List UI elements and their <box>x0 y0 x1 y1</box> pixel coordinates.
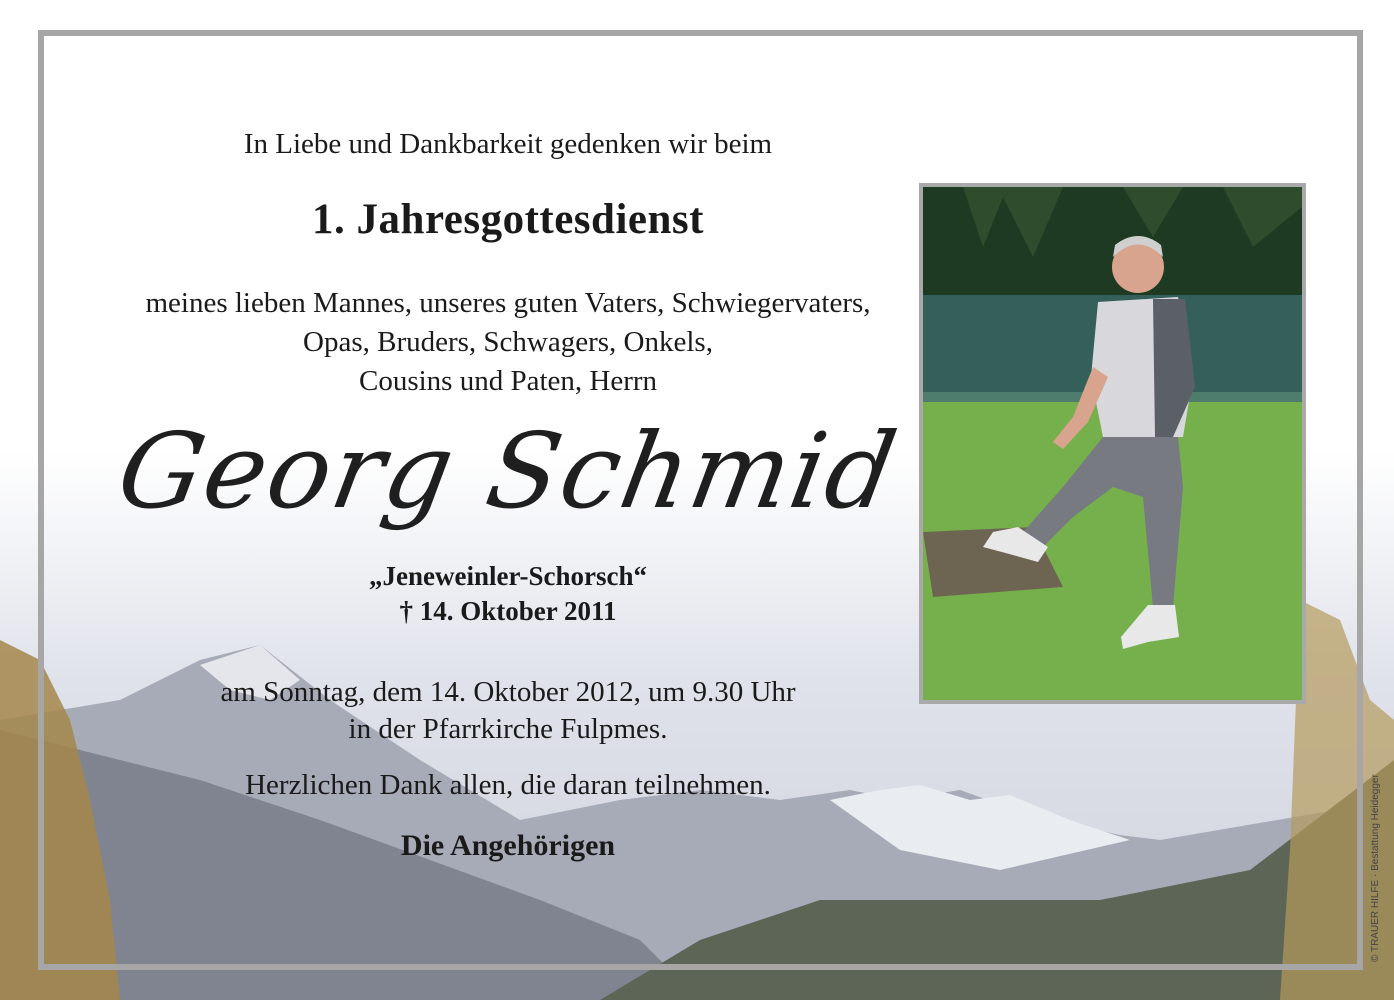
thanks-text: Herzlichen Dank allen, die daran teilnehmen. <box>245 769 771 801</box>
death-date: † 14. Oktober 2011 <box>399 596 617 626</box>
service-date: am Sonntag, dem 14. Oktober 2012, um 9.30 Uhr <box>220 676 796 708</box>
deceased-name: Georg Schmid <box>109 410 907 532</box>
nickname: „Jeneweinler-Schorsch“ <box>369 561 647 591</box>
signature: Die Angehörigen <box>400 829 616 862</box>
credit-text: © TRAUER HILFE · Bestattung Heidegger <box>1370 774 1381 962</box>
relations-line-3: Cousins und Paten, Herrn <box>358 365 658 397</box>
portrait-illustration <box>923 187 1302 700</box>
relations-line-1: meines lieben Mannes, unseres guten Vaters, Schwiegervaters, <box>145 287 871 319</box>
event-title: 1. Jahresgottesdienst <box>312 196 704 243</box>
intro-text: In Liebe und Dankbarkeit gedenken wir beim <box>243 128 773 160</box>
portrait-photo <box>919 183 1306 704</box>
service-place: in der Pfarrkirche Fulpmes. <box>348 713 668 745</box>
relations-line-2: Opas, Bruders, Schwagers, Onkels, <box>303 326 713 358</box>
